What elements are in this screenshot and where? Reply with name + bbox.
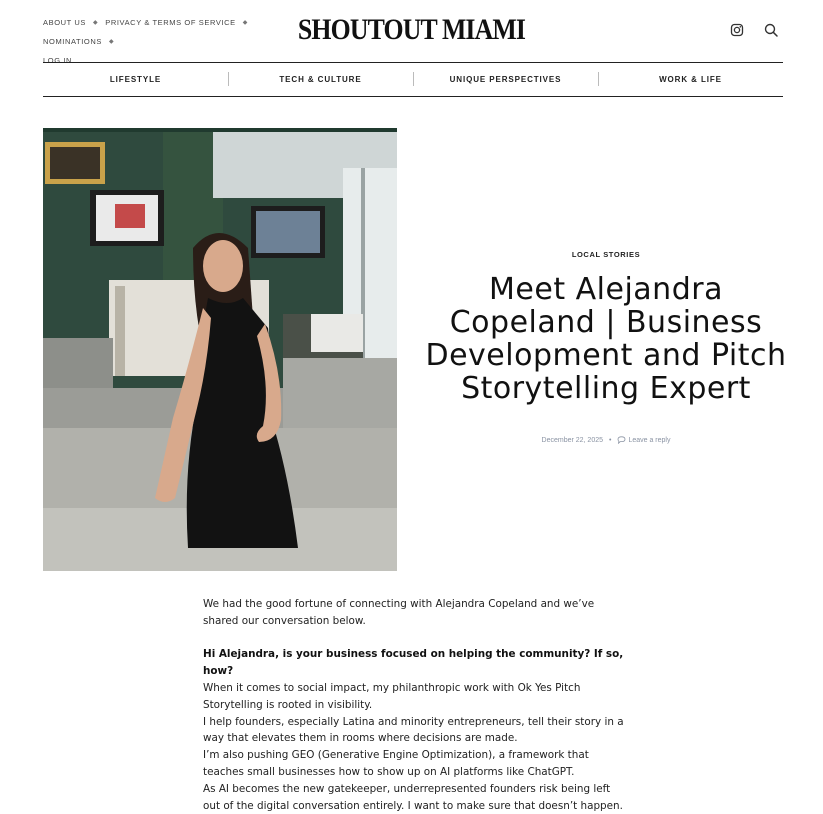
separator-diamond-icon: ◆	[242, 20, 248, 26]
post-category[interactable]: LOCAL STORIES	[571, 250, 641, 259]
privacy-terms-link[interactable]: PRIVACY & TERMS OF SERVICE	[105, 18, 236, 27]
site-logo[interactable]: SHOUTOUT MIAMI	[297, 13, 526, 46]
post-date: December 22, 2025	[541, 437, 603, 444]
meta-dot: •	[609, 437, 612, 444]
header-icons	[729, 22, 779, 38]
main-nav	[43, 62, 783, 97]
featured-photo	[43, 128, 397, 571]
nominations-link[interactable]: NOMINATIONS	[43, 37, 102, 46]
article-body	[203, 596, 628, 814]
leave-reply-link[interactable]: Leave a reply	[628, 437, 671, 444]
nav-item-work-life[interactable]: WORK & LIFE	[598, 75, 783, 84]
answer-paragraph: As AI becomes the new gatekeeper, underrepresented founders risk being left out of the digital conversation entirely. I want to make sure that doesn’t happen.	[203, 782, 623, 812]
article-intro: We had the good fortune of connecting with Alejandra Copeland and we’ve shared our conversation below.	[203, 598, 595, 627]
nav-item-unique-perspectives[interactable]: UNIQUE PERSPECTIVES	[413, 75, 598, 84]
about-us-link[interactable]: ABOUT US	[43, 18, 87, 27]
separator-diamond-icon: ◆	[93, 20, 99, 26]
interview-question: Hi Alejandra, is your business focused on helping the community? If so, how?	[203, 648, 624, 678]
log-in-link[interactable]: LOG IN	[43, 56, 73, 65]
post-title: Meet Alejandra Copeland | Business Development and Pitch Storytelling Expert	[425, 272, 787, 406]
nav-item-lifestyle[interactable]: LIFESTYLE	[109, 75, 162, 84]
nav-item-tech-culture[interactable]: TECH & CULTURE	[228, 75, 413, 84]
search-icon[interactable]	[763, 22, 779, 38]
answer-paragraph: When it comes to social impact, my philanthropic work with Ok Yes Pitch Storytelling is rooted in visibility.	[203, 681, 581, 711]
answer-paragraph: I’m also pushing GEO (Generative Engine Optimization), a framework that teaches small businesses how to show up on AI platforms like ChatGPT.	[203, 749, 589, 778]
separator-diamond-icon: ◆	[108, 39, 115, 45]
comment-icon	[617, 436, 626, 446]
post-meta	[430, 436, 782, 446]
instagram-icon[interactable]	[729, 22, 745, 38]
answer-paragraph: I help founders, especially Latina and minority entrepreneurs, tell their story in a way that elevates them in rooms where decisions are made.	[203, 715, 624, 745]
